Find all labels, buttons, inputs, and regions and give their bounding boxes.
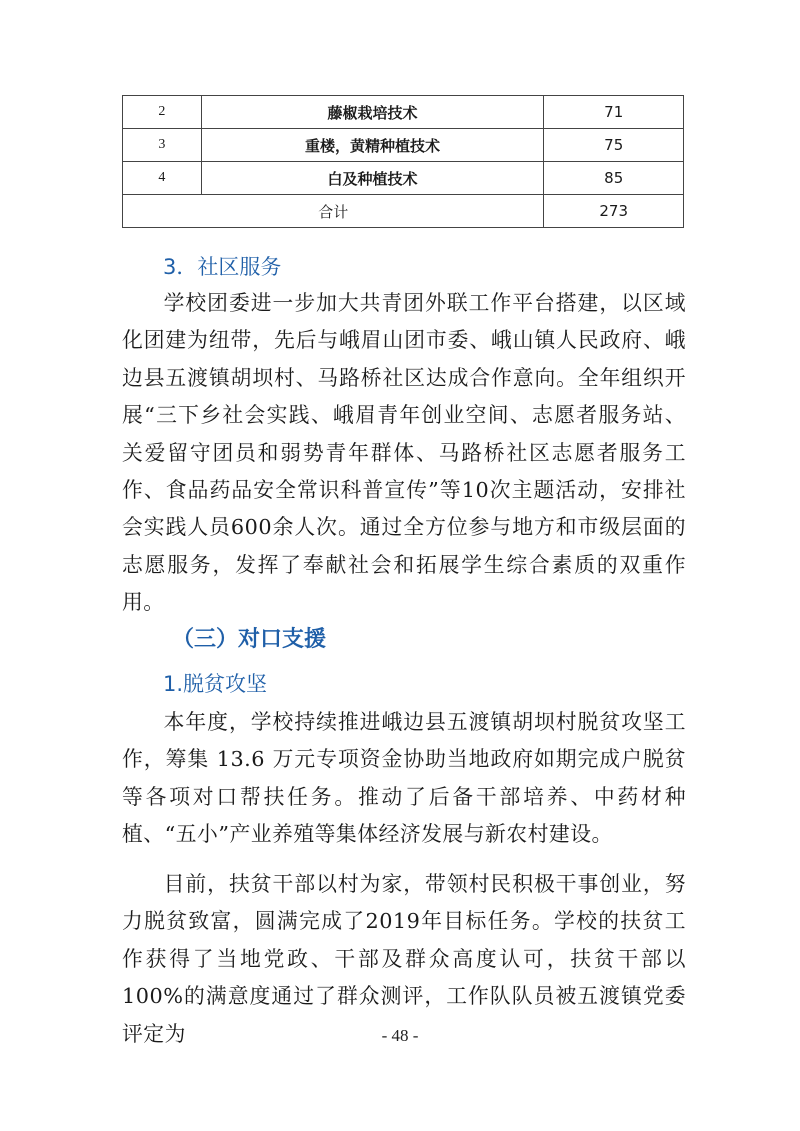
page-number: - 48 - (381, 1026, 419, 1045)
table-row (123, 96, 684, 129)
table-row (123, 129, 684, 162)
heading-poverty-alleviation: 1.脱贫攻坚 (163, 672, 268, 696)
row-number: 3 (123, 129, 202, 162)
row-name: 白及种植技术 (201, 162, 544, 195)
heading-counterpart-support: （三）对口支援 (172, 627, 327, 652)
paragraph-current-status: 目前，扶贫干部以村为家，带领村民积极干事创业，努力脱贫致富，圆满完成了2019年目标任务。学校的扶贫工作获得了当地党政、干部及群众高度认可，扶贫干部以100%的满意度通过了群众测评，工作队队员被五渡镇党委评定为 (122, 872, 686, 1046)
row-value: 71 (544, 96, 684, 129)
paragraph-community-service: 学校团委进一步加大共青团外联工作平台搭建，以区域化团建为纽带，先后与峨眉山团市委、峨山镇人民政府、峨边县五渡镇胡坝村、马路桥社区达成合作意向。全年组织开展“三下乡社会实践、峨眉青年创业空间、志愿者服务站、关爱留守团员和弱势青年群体、马路桥社区志愿者服务工作、食品药品安全常识科普宣传”等10次主题活动，安排社会实践人员600余人次。通过全方位参与地方和市级层面的志愿服务，发挥了奉献社会和拓展学生综合素质的双重作用。 (122, 291, 686, 615)
row-number: 2 (123, 96, 202, 129)
total-value: 273 (544, 195, 684, 228)
total-label: 合计 (123, 195, 544, 228)
row-name: 重楼，黄精种植技术 (201, 129, 544, 162)
paragraph-poverty-alleviation: 本年度，学校持续推进峨边县五渡镇胡坝村脱贫攻坚工作，筹集 13.6 万元专项资金协助当地政府如期完成户脱贫等各项对口帮扶任务。推动了后备干部培养、中药材种植、“五小”产业养殖等集体经济发展与新农村建设。 (122, 710, 686, 847)
row-value: 75 (544, 129, 684, 162)
table-total-row (123, 195, 684, 228)
heading-community-service: 3．社区服务 (163, 255, 282, 279)
row-value: 85 (544, 162, 684, 195)
row-name: 藤椒栽培技术 (201, 96, 544, 129)
training-table (122, 95, 684, 228)
table-row (123, 162, 684, 195)
row-number: 4 (123, 162, 202, 195)
